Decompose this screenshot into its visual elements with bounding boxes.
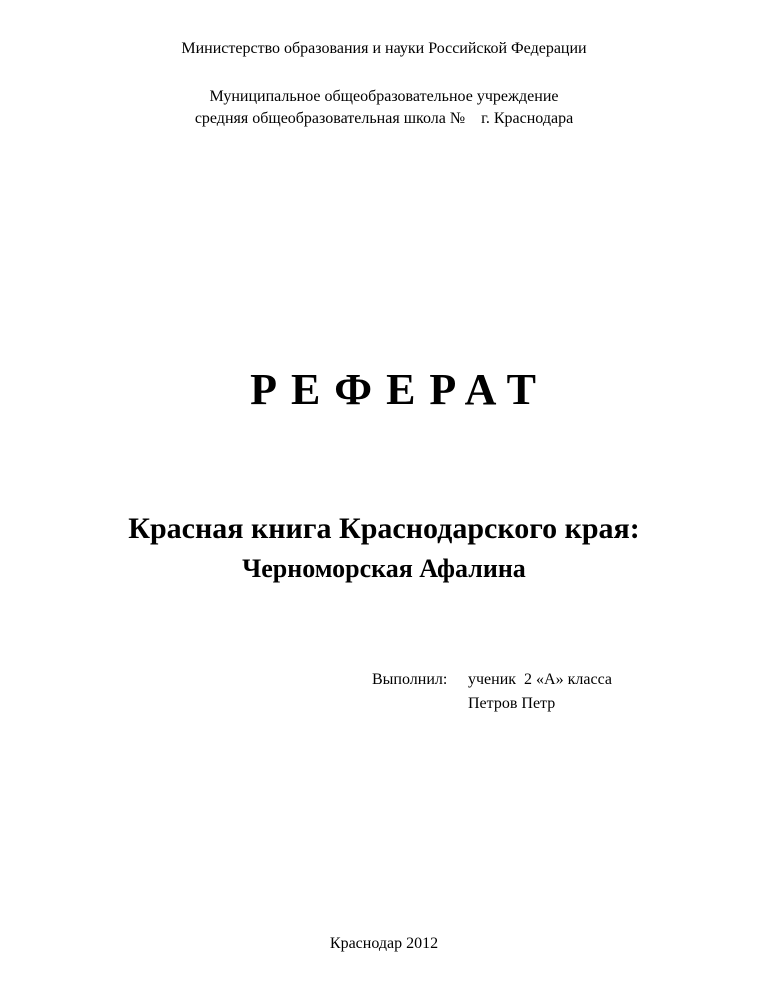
school-number-blank [465, 110, 481, 127]
performer-name: Петров Петр [468, 695, 556, 712]
report-title: Красная книга Краснодарского края: [128, 512, 640, 545]
performer-grade-row [372, 668, 612, 692]
performer-label-spacer [372, 692, 468, 716]
city-year: Краснодар 2012 [329, 935, 439, 952]
ministry-name: Министерство образования и науки Российской Федерации [181, 40, 587, 57]
school-type: средняя общеобразовательная школа № [194, 110, 466, 127]
performer-grade: ученик 2 «А» класса [468, 671, 612, 688]
performer-block [372, 668, 612, 716]
performer-label: Выполнил: [372, 671, 448, 688]
school-city: г. Краснодара [481, 110, 574, 127]
school-name [0, 110, 768, 128]
performer-name-row [372, 692, 612, 716]
document-type-heading: РЕФЕРАТ [250, 365, 550, 414]
institution-type: Муниципальное общеобразовательное учреждение [209, 88, 559, 105]
report-subtitle: Черноморская Афалина [242, 554, 526, 583]
